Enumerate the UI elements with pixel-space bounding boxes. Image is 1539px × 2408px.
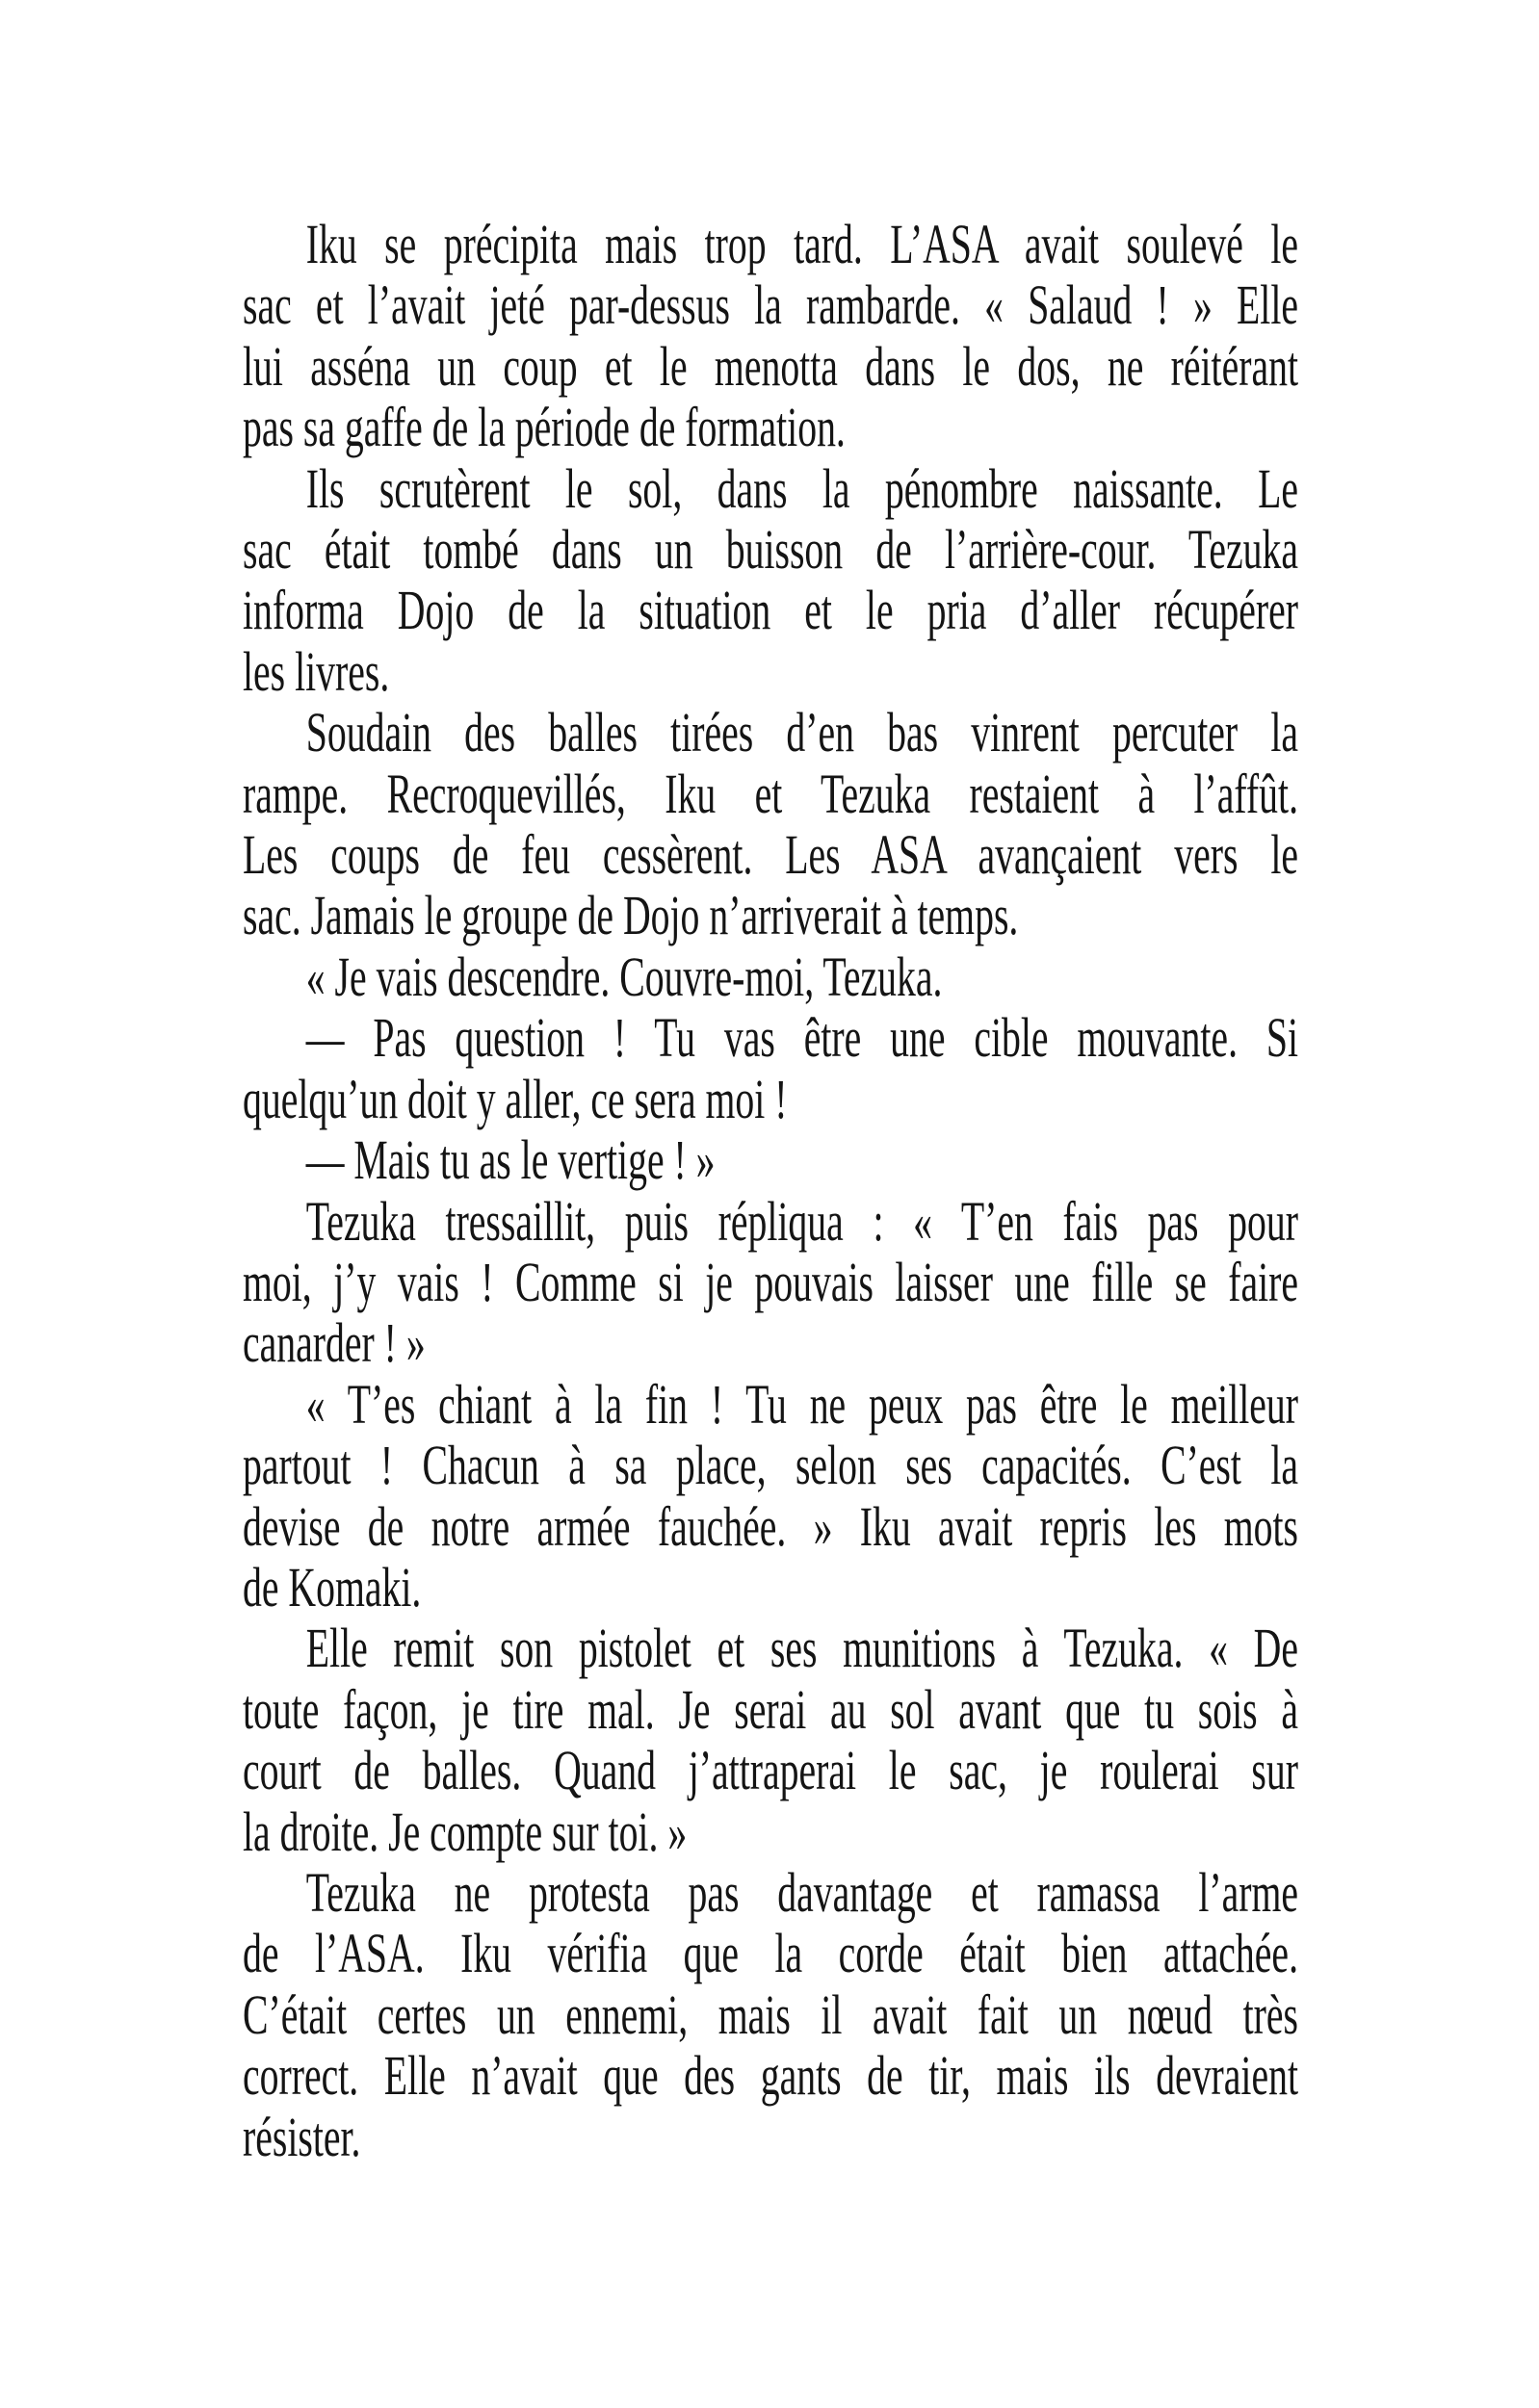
paragraph [243, 1862, 1298, 2167]
paragraph [243, 1618, 1298, 1862]
text-line: court de balles. Quand j’attraperai le sac, je roulerai sur [243, 1739, 1298, 1802]
text-line: canarder ! » [243, 1311, 426, 1375]
text-line: Elle remit son pistolet et ses munitions à Tezuka. « De [305, 1617, 1298, 1680]
text-line: Les coups de feu cessèrent. Les ASA avançaient vers le [243, 823, 1298, 887]
text-line: Ils scrutèrent le sol, dans la pénombre naissante. Le [305, 456, 1298, 520]
text-line: « Je vais descendre. Couvre-moi, Tezuka. [305, 945, 943, 1008]
paragraph [243, 458, 1298, 703]
text-line: sac était tombé dans un buisson de l’arrière-cour. Tezuka [243, 518, 1298, 582]
text-line: les livres. [243, 639, 390, 703]
text-line: résister. [243, 2105, 361, 2168]
text-line: quelqu’un doit y aller, ce sera moi ! [243, 1067, 788, 1130]
text-line: sac. Jamais le groupe de Dojo n’arriverait à temps. [243, 884, 1019, 947]
paragraph [243, 1129, 1298, 1190]
paragraph [243, 1191, 1298, 1374]
text-line: informa Dojo de la situation et le pria d’aller récupérer [243, 579, 1298, 642]
text-line: — Mais tu as le vertige ! » [305, 1128, 716, 1192]
text-line: pas sa gaffe de la période de formation. [243, 396, 846, 459]
text-line: sac et l’avait jeté par-dessus la rambarde. « Salaud ! » Elle [243, 273, 1298, 337]
text-line: de l’ASA. Iku vérifia que la corde était bien attachée. [243, 1922, 1298, 1985]
text-line: Soudain des balles tirées d’en bas vinrent percuter la [305, 701, 1298, 764]
paragraph [243, 1007, 1298, 1129]
text-line: Tezuka tressaillit, puis répliqua : « T’en fais pas pour [305, 1189, 1298, 1253]
text-line: de Komaki. [243, 1555, 422, 1618]
text-line: rampe. Recroquevillés, Iku et Tezuka restaient à l’affût. [243, 762, 1298, 825]
text-line: Iku se précipita mais trop tard. L’ASA avait soulevé le [305, 213, 1298, 275]
paragraph [243, 214, 1298, 458]
text-line: — Pas question ! Tu vas être une cible mouvante. Si [305, 1006, 1298, 1070]
text-line: lui asséna un coup et le menotta dans le dos, ne réitérant [243, 334, 1298, 398]
text-line: C’était certes un ennemi, mais il avait fait un nœud très [243, 1982, 1298, 2046]
text-line: partout ! Chacun à sa place, selon ses capacités. C’est la [243, 1434, 1298, 1497]
text-line: « T’es chiant à la fin ! Tu ne peux pas être le meilleur [305, 1372, 1298, 1436]
text-line: correct. Elle n’avait que des gants de tir, mais ils devraient [243, 2044, 1298, 2108]
text-line: devise de notre armée fauchée. » Iku avait repris les mots [243, 1494, 1298, 1558]
paragraph [243, 946, 1298, 1007]
text-line: toute façon, je tire mal. Je serai au sol avant que tu sois à [243, 1677, 1298, 1741]
paragraph [243, 702, 1298, 946]
page-text-block [243, 214, 1298, 2167]
text-line: Tezuka ne protesta pas davantage et ramassa l’arme [305, 1860, 1298, 1924]
paragraph [243, 1374, 1298, 1618]
text-line: la droite. Je compte sur toi. » [243, 1800, 688, 1863]
text-line: moi, j’y vais ! Comme si je pouvais laisser une fille se faire [243, 1250, 1298, 1313]
